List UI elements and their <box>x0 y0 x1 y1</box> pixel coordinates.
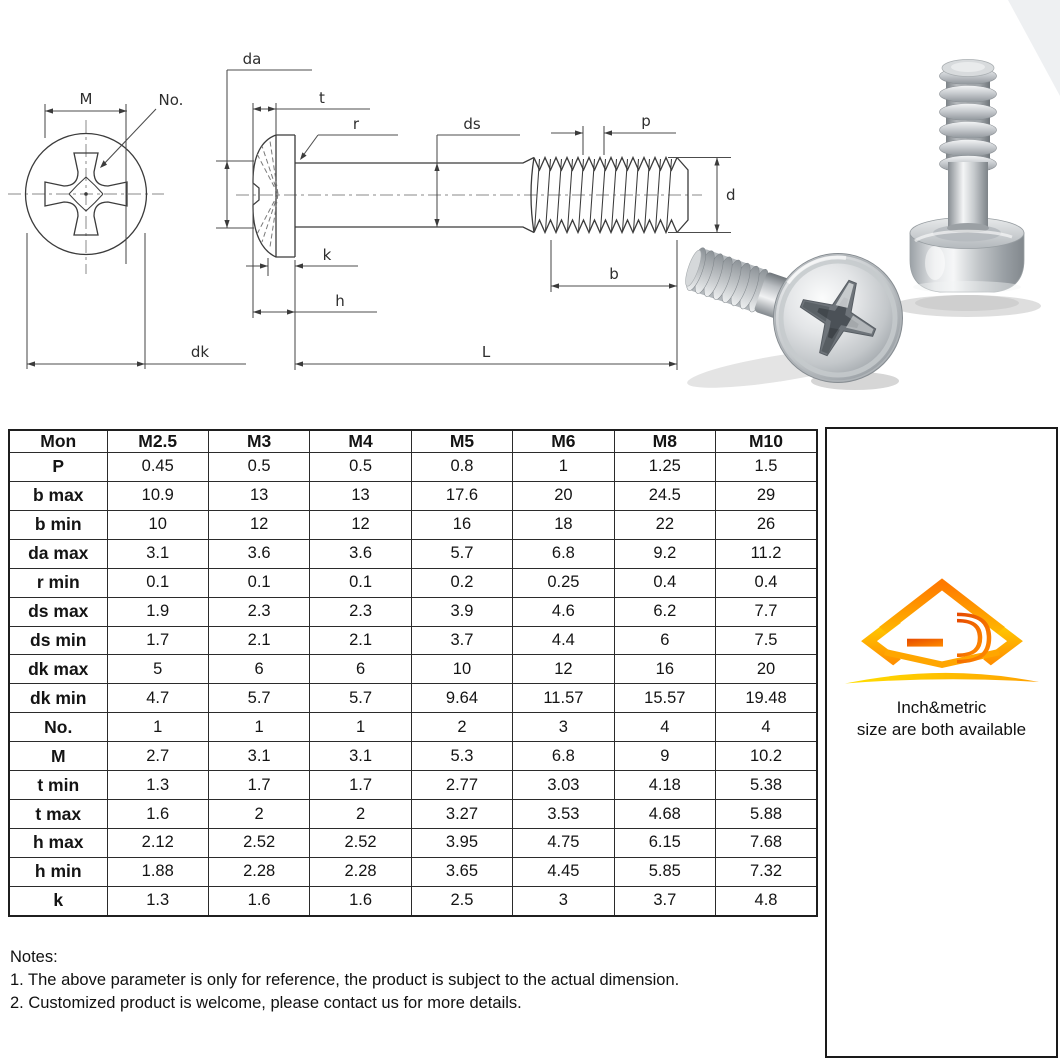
table-row <box>9 771 817 800</box>
table-cell: 1.6 <box>107 800 208 829</box>
spec-table-head <box>9 430 817 453</box>
table-cell: 6.8 <box>513 742 614 771</box>
table-row <box>9 568 817 597</box>
dim-label-dk: dk <box>190 343 210 361</box>
table-cell: 2 <box>208 800 309 829</box>
table-cell: 20 <box>513 481 614 510</box>
spec-table <box>8 429 818 917</box>
table-cell: 10 <box>411 655 512 684</box>
table-row <box>9 453 817 482</box>
table-cell: 1.9 <box>107 597 208 626</box>
table-cell: 11.2 <box>716 539 817 568</box>
table-cell: 3.65 <box>411 857 512 886</box>
table-cell: 5.7 <box>310 684 411 713</box>
table-cell: 4.7 <box>107 684 208 713</box>
table-row <box>9 800 817 829</box>
table-cell: 4.4 <box>513 626 614 655</box>
row-label: da max <box>9 539 107 568</box>
column-header: M10 <box>716 430 817 453</box>
table-cell: 6 <box>310 655 411 684</box>
row-label: dk max <box>9 655 107 684</box>
photo-background-shade <box>1008 0 1060 96</box>
note-item: 1. The above parameter is only for reference, the product is subject to the actual dimension. <box>10 971 680 989</box>
table-cell: 2.7 <box>107 742 208 771</box>
row-label: h max <box>9 828 107 857</box>
table-cell: 1.7 <box>310 771 411 800</box>
table-cell: 19.48 <box>716 684 817 713</box>
table-cell: 2.28 <box>310 857 411 886</box>
table-cell: 3 <box>513 713 614 742</box>
dim-label-b: b <box>609 265 619 283</box>
table-cell: 18 <box>513 510 614 539</box>
table-cell: 5 <box>107 655 208 684</box>
row-label: h min <box>9 857 107 886</box>
table-cell: 0.5 <box>310 453 411 482</box>
table-cell: 0.5 <box>208 453 309 482</box>
table-cell: 11.57 <box>513 684 614 713</box>
table-cell: 5.7 <box>411 539 512 568</box>
table-cell: 1 <box>107 713 208 742</box>
table-cell: 0.1 <box>208 568 309 597</box>
table-cell: 1.6 <box>310 886 411 916</box>
table-cell: 2.3 <box>208 597 309 626</box>
row-label: No. <box>9 713 107 742</box>
table-cell: 24.5 <box>614 481 715 510</box>
table-cell: 12 <box>310 510 411 539</box>
front-view-head <box>8 90 246 369</box>
center-point <box>84 192 88 196</box>
notes-heading: Notes: <box>10 948 58 966</box>
spec-table-body <box>9 453 817 917</box>
table-cell: 4.68 <box>614 800 715 829</box>
logo-swoosh <box>845 673 1039 684</box>
table-cell: 0.4 <box>614 568 715 597</box>
table-cell: 3.6 <box>208 539 309 568</box>
table-cell: 5.85 <box>614 857 715 886</box>
table-row <box>9 626 817 655</box>
table-cell: 1.7 <box>107 626 208 655</box>
table-cell: 5.3 <box>411 742 512 771</box>
table-cell: 7.32 <box>716 857 817 886</box>
row-label: b min <box>9 510 107 539</box>
table-cell: 4.8 <box>716 886 817 916</box>
table-row <box>9 742 817 771</box>
table-cell: 0.25 <box>513 568 614 597</box>
column-header: M6 <box>513 430 614 453</box>
table-row <box>9 510 817 539</box>
table-cell: 12 <box>208 510 309 539</box>
table-row <box>9 481 817 510</box>
brand-logo-icon <box>837 575 1047 693</box>
table-cell: 3.7 <box>614 886 715 916</box>
table-row <box>9 828 817 857</box>
table-cell: 3.1 <box>107 539 208 568</box>
table-cell: 15.57 <box>614 684 715 713</box>
row-label: t max <box>9 800 107 829</box>
table-row <box>9 857 817 886</box>
badge-line-1: Inch&metric <box>896 698 987 717</box>
column-header: Mon <box>9 430 107 453</box>
spec-table-container <box>8 429 818 917</box>
table-cell: 22 <box>614 510 715 539</box>
row-label: P <box>9 453 107 482</box>
row-label: ds min <box>9 626 107 655</box>
table-cell: 4.18 <box>614 771 715 800</box>
table-cell: 3.6 <box>310 539 411 568</box>
row-label: k <box>9 886 107 916</box>
table-cell: 0.1 <box>107 568 208 597</box>
table-cell: 16 <box>411 510 512 539</box>
table-cell: 12 <box>513 655 614 684</box>
dim-label-ds: ds <box>463 115 481 133</box>
column-header: M5 <box>411 430 512 453</box>
screw-shank <box>948 162 988 228</box>
badge-line-2: size are both available <box>856 719 1027 739</box>
table-cell: 2 <box>411 713 512 742</box>
table-cell: 1.5 <box>716 453 817 482</box>
notes-section <box>10 946 910 1015</box>
table-row <box>9 684 817 713</box>
table-cell: 9.64 <box>411 684 512 713</box>
column-header: M8 <box>614 430 715 453</box>
column-header: M4 <box>310 430 411 453</box>
product-photo <box>681 0 1060 396</box>
table-cell: 1 <box>310 713 411 742</box>
table-cell: 2.1 <box>310 626 411 655</box>
row-label: b max <box>9 481 107 510</box>
table-cell: 3.53 <box>513 800 614 829</box>
screw-technical-drawing <box>0 0 1060 420</box>
dim-label-h: h <box>335 292 345 310</box>
table-cell: 1 <box>513 453 614 482</box>
dim-label-M: M <box>79 90 93 108</box>
table-cell: 1.25 <box>614 453 715 482</box>
table-cell: 3 <box>513 886 614 916</box>
table-cell: 2 <box>310 800 411 829</box>
column-header: M2.5 <box>107 430 208 453</box>
table-cell: 10.9 <box>107 481 208 510</box>
table-cell: 13 <box>310 481 411 510</box>
dim-label-k: k <box>322 246 332 264</box>
table-cell: 6 <box>208 655 309 684</box>
row-label: r min <box>9 568 107 597</box>
table-cell: 29 <box>716 481 817 510</box>
table-cell: 1.6 <box>208 886 309 916</box>
dim-label-L: L <box>481 343 491 361</box>
table-row <box>9 539 817 568</box>
table-cell: 3.95 <box>411 828 512 857</box>
table-cell: 9.2 <box>614 539 715 568</box>
table-cell: 2.52 <box>310 828 411 857</box>
dim-label-p: p <box>641 112 651 130</box>
table-cell: 3.1 <box>310 742 411 771</box>
table-cell: 2.77 <box>411 771 512 800</box>
table-cell: 0.8 <box>411 453 512 482</box>
table-cell: 0.4 <box>716 568 817 597</box>
table-cell: 0.45 <box>107 453 208 482</box>
table-cell: 6.15 <box>614 828 715 857</box>
lying-screw-photo <box>681 244 903 383</box>
table-cell: 13 <box>208 481 309 510</box>
table-cell: 6.8 <box>513 539 614 568</box>
table-row <box>9 655 817 684</box>
table-cell: 1.88 <box>107 857 208 886</box>
table-cell: 4.6 <box>513 597 614 626</box>
dim-label-r: r <box>352 115 360 133</box>
table-row <box>9 713 817 742</box>
table-cell: 2.12 <box>107 828 208 857</box>
row-label: dk min <box>9 684 107 713</box>
table-cell: 3.9 <box>411 597 512 626</box>
table-cell: 5.7 <box>208 684 309 713</box>
table-cell: 16 <box>614 655 715 684</box>
table-cell: 2.1 <box>208 626 309 655</box>
table-cell: 1.3 <box>107 771 208 800</box>
dim-label-t: t <box>319 89 325 107</box>
table-cell: 17.6 <box>411 481 512 510</box>
row-label: ds max <box>9 597 107 626</box>
table-cell: 10.2 <box>716 742 817 771</box>
table-cell: 4.45 <box>513 857 614 886</box>
table-cell: 1 <box>208 713 309 742</box>
standing-screw-photo <box>910 60 1024 294</box>
table-cell: 3.27 <box>411 800 512 829</box>
table-cell: 3.1 <box>208 742 309 771</box>
table-cell: 5.38 <box>716 771 817 800</box>
note-item: 2. Customized product is welcome, please contact us for more details. <box>10 994 522 1012</box>
table-cell: 7.5 <box>716 626 817 655</box>
table-cell: 1.7 <box>208 771 309 800</box>
dim-label-da: da <box>242 50 262 68</box>
table-cell: 2.3 <box>310 597 411 626</box>
table-cell: 7.7 <box>716 597 817 626</box>
table-row <box>9 597 817 626</box>
table-cell: 4.75 <box>513 828 614 857</box>
table-cell: 6 <box>614 626 715 655</box>
row-label: t min <box>9 771 107 800</box>
table-cell: 20 <box>716 655 817 684</box>
table-cell: 6.2 <box>614 597 715 626</box>
table-cell: 3.7 <box>411 626 512 655</box>
header-row <box>9 430 817 453</box>
table-cell: 7.68 <box>716 828 817 857</box>
table-row <box>9 886 817 916</box>
table-cell: 5.88 <box>716 800 817 829</box>
head-profile <box>253 135 295 257</box>
table-cell: 2.28 <box>208 857 309 886</box>
table-cell: 4 <box>716 713 817 742</box>
table-cell: 0.2 <box>411 568 512 597</box>
side-view-screw <box>216 50 736 370</box>
dim-label-d: d <box>726 186 736 204</box>
table-cell: 0.1 <box>310 568 411 597</box>
shadow <box>915 295 1019 311</box>
table-cell: 2.52 <box>208 828 309 857</box>
table-cell: 9 <box>614 742 715 771</box>
table-cell: 1.3 <box>107 886 208 916</box>
column-header: M3 <box>208 430 309 453</box>
row-label: M <box>9 742 107 771</box>
table-cell: 26 <box>716 510 817 539</box>
table-cell: 4 <box>614 713 715 742</box>
table-cell: 10 <box>107 510 208 539</box>
table-cell: 3.03 <box>513 771 614 800</box>
dim-label-No: No. <box>158 91 184 109</box>
table-cell: 2.5 <box>411 886 512 916</box>
